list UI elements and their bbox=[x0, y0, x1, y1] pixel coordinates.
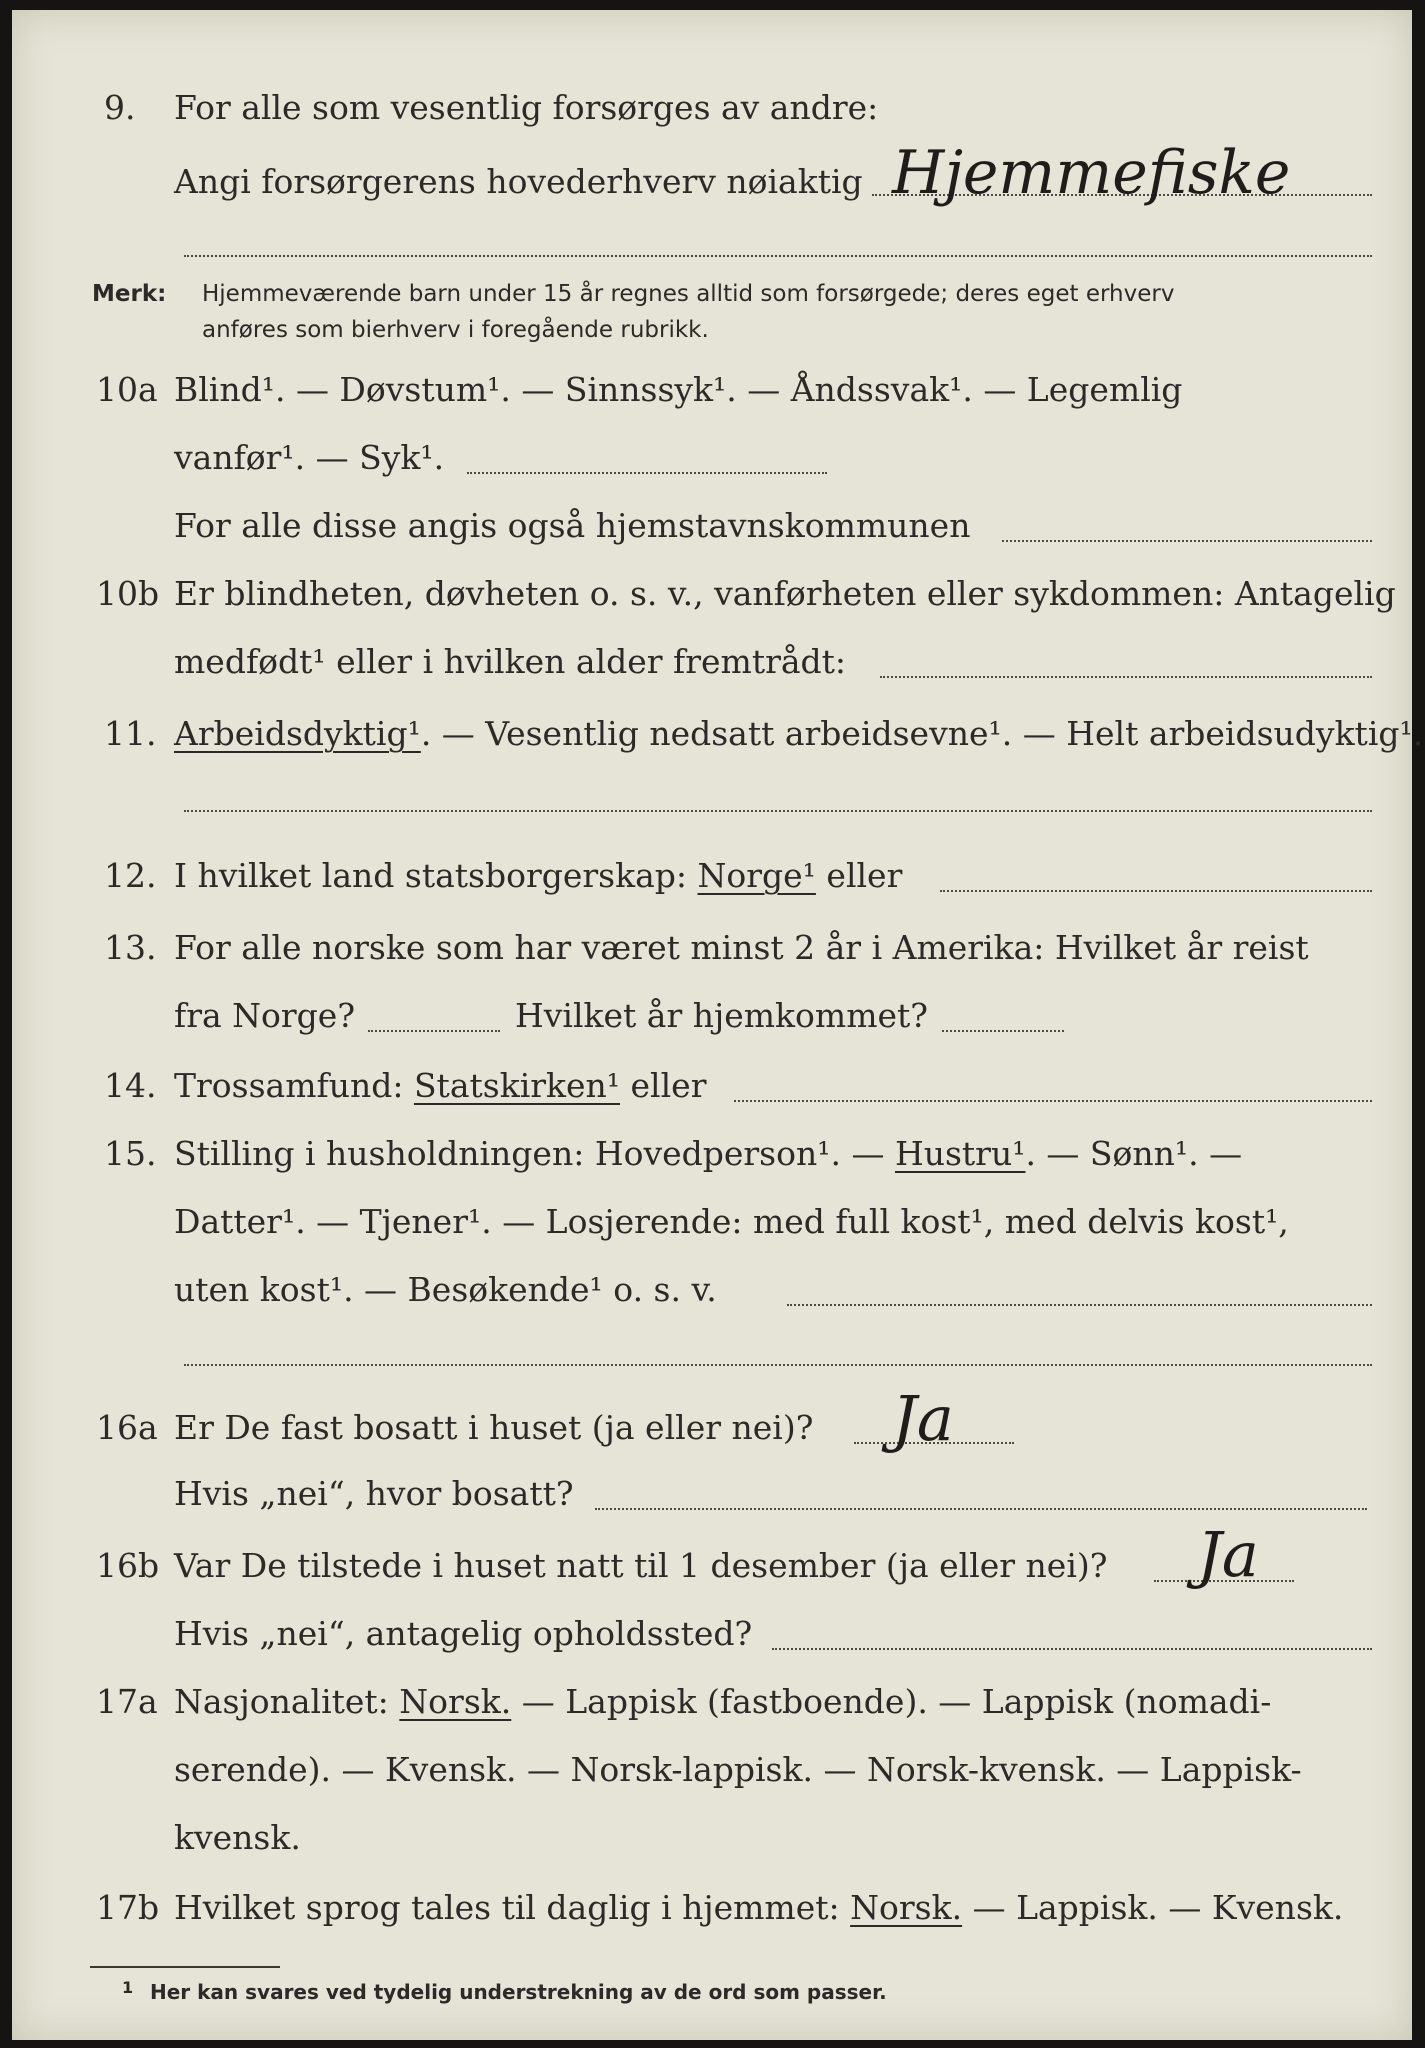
q14-question: Trossamfund: bbox=[174, 1066, 404, 1105]
q10a-line1: Blind¹. — Døvstum¹. — Sinnssyk¹. — Åndssvak¹. — Legemlig bbox=[174, 370, 1183, 409]
q17a-line2: serende). — Kvensk. — Norsk-lappisk. — Norsk-kvensk. — Lappisk- bbox=[174, 1750, 1302, 1789]
q13-number: 13. bbox=[104, 928, 157, 967]
q17a-line1 bbox=[174, 1682, 1271, 1722]
q15-line3: uten kost¹. — Besøkende¹ o. s. v. bbox=[174, 1270, 717, 1309]
q17b-question: Hvilket sprog tales til daglig i hjemmet: bbox=[174, 1888, 840, 1927]
q16a-number: 16a bbox=[96, 1408, 158, 1447]
q17a-question: Nasjonalitet: bbox=[174, 1682, 389, 1721]
q9-extra-line bbox=[184, 255, 1372, 257]
q17a-number: 17a bbox=[96, 1682, 158, 1721]
q15-number: 15. bbox=[104, 1134, 157, 1173]
q16b-whereabouts-line bbox=[772, 1648, 1372, 1650]
q10a-answer-line bbox=[467, 472, 827, 474]
q11-other-options: . — Vesentlig nedsatt arbeidsevne¹. — Helt arbeidsudyktig¹. bbox=[420, 714, 1424, 753]
q9-line1: For alle som vesentlig forsørges av andre: bbox=[174, 88, 879, 127]
q13-departure-line bbox=[368, 1030, 500, 1032]
footnote-mark: 1 bbox=[122, 1978, 134, 1997]
q16a-line2: Hvis „nei“, hvor bosatt? bbox=[174, 1474, 574, 1513]
q15-selected-option: Hustru¹ bbox=[894, 1134, 1026, 1173]
q14-number: 14. bbox=[104, 1066, 157, 1105]
merk-line2: anføres som bierhverv i foregående rubrikk. bbox=[202, 317, 709, 343]
merk-label: Merk: bbox=[92, 281, 167, 307]
q12-selected-option: Norge¹ bbox=[697, 856, 816, 895]
q14-other: eller bbox=[630, 1066, 707, 1105]
q13-return-line bbox=[942, 1030, 1064, 1032]
q14-selected-option: Statskirken¹ bbox=[413, 1066, 621, 1105]
q16b-number: 16b bbox=[96, 1546, 160, 1585]
q17a-other-options: — Lappisk (fastboende). — Lappisk (nomadi- bbox=[521, 1682, 1272, 1721]
q12-other: eller bbox=[826, 856, 903, 895]
q15-extra-line bbox=[184, 1364, 1372, 1366]
q12-answer-line bbox=[940, 890, 1372, 892]
q10b-line1: Er blindheten, døvheten o. s. v., vanførheten eller sykdommen: Antagelig bbox=[174, 574, 1396, 613]
q11-extra-line bbox=[184, 810, 1372, 812]
q12-line bbox=[174, 856, 902, 896]
q16b-handwritten-answer: Ja bbox=[1197, 1518, 1259, 1591]
merk-line1: Hjemmeværende barn under 15 år regnes alltid som forsørgede; deres eget erhverv bbox=[202, 281, 1175, 307]
q10b-answer-line bbox=[880, 676, 1372, 678]
q16b-line1: Var De tilstede i huset natt til 1 desember (ja eller nei)? bbox=[174, 1546, 1108, 1585]
q17b-line bbox=[174, 1888, 1343, 1928]
q11-line bbox=[174, 714, 1423, 754]
q15-answer-line bbox=[787, 1304, 1372, 1306]
q13-line1: For alle norske som har været minst 2 år i Amerika: Hvilket år reist bbox=[174, 928, 1309, 967]
q15-line2: Datter¹. — Tjener¹. — Losjerende: med full kost¹, med delvis kost¹, bbox=[174, 1202, 1289, 1241]
q10a-line3: For alle disse angis også hjemstavnskommunen bbox=[174, 506, 971, 545]
q10b-number: 10b bbox=[96, 574, 160, 613]
q17b-number: 17b bbox=[96, 1888, 160, 1927]
q17b-selected-option: Norsk. bbox=[850, 1888, 963, 1927]
q9-handwritten-answer: Hjemmefiske bbox=[892, 138, 1291, 208]
q9-line2: Angi forsørgerens hovederhverv nøiaktig bbox=[174, 162, 863, 201]
q10b-line2: medfødt¹ eller i hvilken alder fremtrådt: bbox=[174, 642, 847, 681]
q14-answer-line bbox=[734, 1100, 1372, 1102]
q17a-line3: kvensk. bbox=[174, 1818, 301, 1857]
q11-selected-option: Arbeidsdyktig¹ bbox=[174, 714, 421, 753]
q16a-residence-line bbox=[595, 1508, 1367, 1510]
q12-question: I hvilket land statsborgerskap: bbox=[174, 856, 688, 895]
census-form-page bbox=[12, 10, 1424, 2040]
q9-number: 9. bbox=[104, 88, 136, 127]
q10a-number: 10a bbox=[96, 370, 158, 409]
q16a-handwritten-answer: Ja bbox=[892, 1382, 954, 1455]
q15-other-options: . — Sønn¹. — bbox=[1025, 1134, 1243, 1173]
q15-line1 bbox=[174, 1134, 1242, 1174]
q17a-selected-option: Norsk. bbox=[399, 1682, 512, 1721]
q10a-hometown-line bbox=[1002, 540, 1372, 542]
q15-question: Stilling i husholdningen: Hovedperson¹. — bbox=[174, 1134, 885, 1173]
q13-part2: Hvilket år hjemkommet? bbox=[515, 996, 928, 1035]
q16a-line1: Er De fast bosatt i huset (ja eller nei)? bbox=[174, 1408, 814, 1447]
q17b-other-options: — Lappisk. — Kvensk. bbox=[972, 1888, 1344, 1927]
q13-part1: fra Norge? bbox=[174, 996, 356, 1035]
q14-line bbox=[174, 1066, 706, 1106]
q10a-line2: vanfør¹. — Syk¹. bbox=[174, 438, 445, 477]
footnote-rule bbox=[90, 1966, 280, 1968]
q12-number: 12. bbox=[104, 856, 157, 895]
q16b-line2: Hvis „nei“, antagelig opholdssted? bbox=[174, 1614, 753, 1653]
q11-number: 11. bbox=[104, 714, 157, 753]
footnote-text: Her kan svares ved tydelig understrekning av de ord som passer. bbox=[150, 1980, 887, 2004]
